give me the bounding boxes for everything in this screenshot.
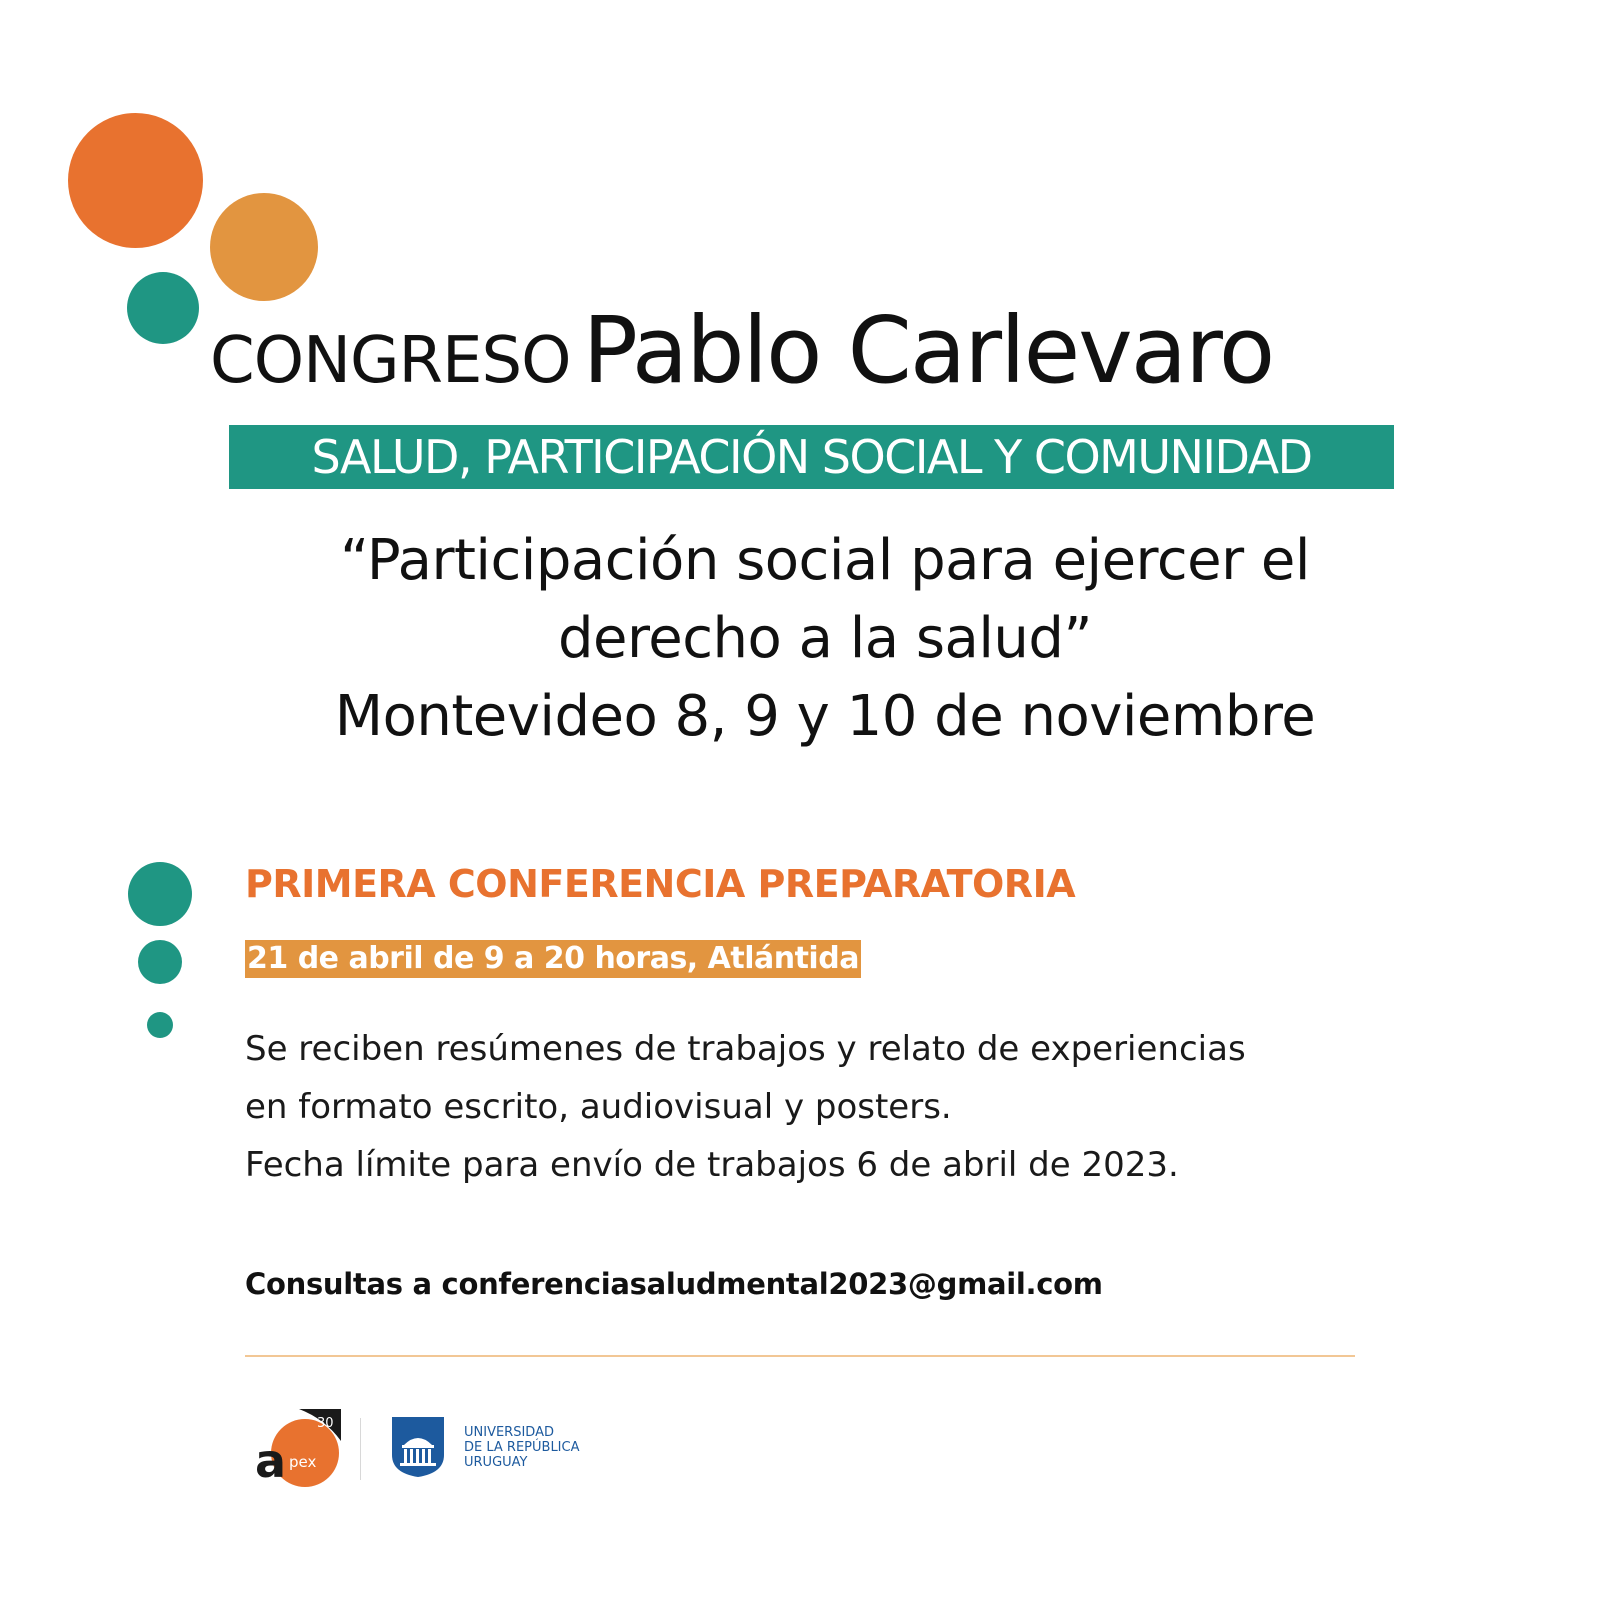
conference-heading: PRIMERA CONFERENCIA PREPARATORIA <box>245 862 1076 906</box>
udelar-seal-icon <box>390 1415 446 1479</box>
description-line-2: en formato escrito, audiovisual y posters. <box>245 1087 952 1127</box>
teal-bullet-small <box>147 1012 173 1038</box>
divider-line <box>245 1355 1355 1357</box>
title-prefix: CONGRESO <box>210 324 571 398</box>
udelar-line-2: DE LA REPÚBLICA <box>464 1440 580 1455</box>
orange-circle-large <box>68 113 203 248</box>
conference-date: 21 de abril de 9 a 20 horas, Atlántida <box>247 941 859 976</box>
orange-circle-medium <box>210 193 318 301</box>
teal-bullet-medium <box>138 940 182 984</box>
congress-title <box>210 297 1410 404</box>
title-name: Pablo Carlevaro <box>582 297 1274 404</box>
deadline-line: Fecha límite para envío de trabajos 6 de abril de 2023. <box>245 1145 1179 1185</box>
udelar-line-3: URUGUAY <box>464 1455 528 1470</box>
apex-badge: 30 <box>317 1416 334 1431</box>
event-location-dates: Montevideo 8, 9 y 10 de noviembre <box>334 684 1316 749</box>
teal-circle-small <box>127 272 199 344</box>
congress-subtitle: SALUD, PARTICIPACIÓN SOCIAL Y COMUNIDAD <box>229 425 1394 489</box>
udelar-line-1: UNIVERSIDAD <box>464 1425 554 1440</box>
logo-separator <box>360 1418 361 1480</box>
teal-bullet-large <box>128 862 192 926</box>
udelar-wordmark <box>464 1425 580 1470</box>
conference-description <box>245 1020 1445 1194</box>
apex-logo <box>255 1405 345 1495</box>
quote-line-2: derecho a la salud” <box>558 606 1092 671</box>
contact-email[interactable]: Consultas a conferenciasaludmental2023@gmail.com <box>245 1267 1103 1301</box>
description-line-1: Se reciben resúmenes de trabajos y relato de experiencias <box>245 1029 1246 1069</box>
quote-line-1: “Participación social para ejercer el <box>340 528 1310 593</box>
quote-block <box>210 522 1440 756</box>
apex-word: pex <box>289 1453 317 1471</box>
apex-letter: a <box>255 1434 287 1488</box>
